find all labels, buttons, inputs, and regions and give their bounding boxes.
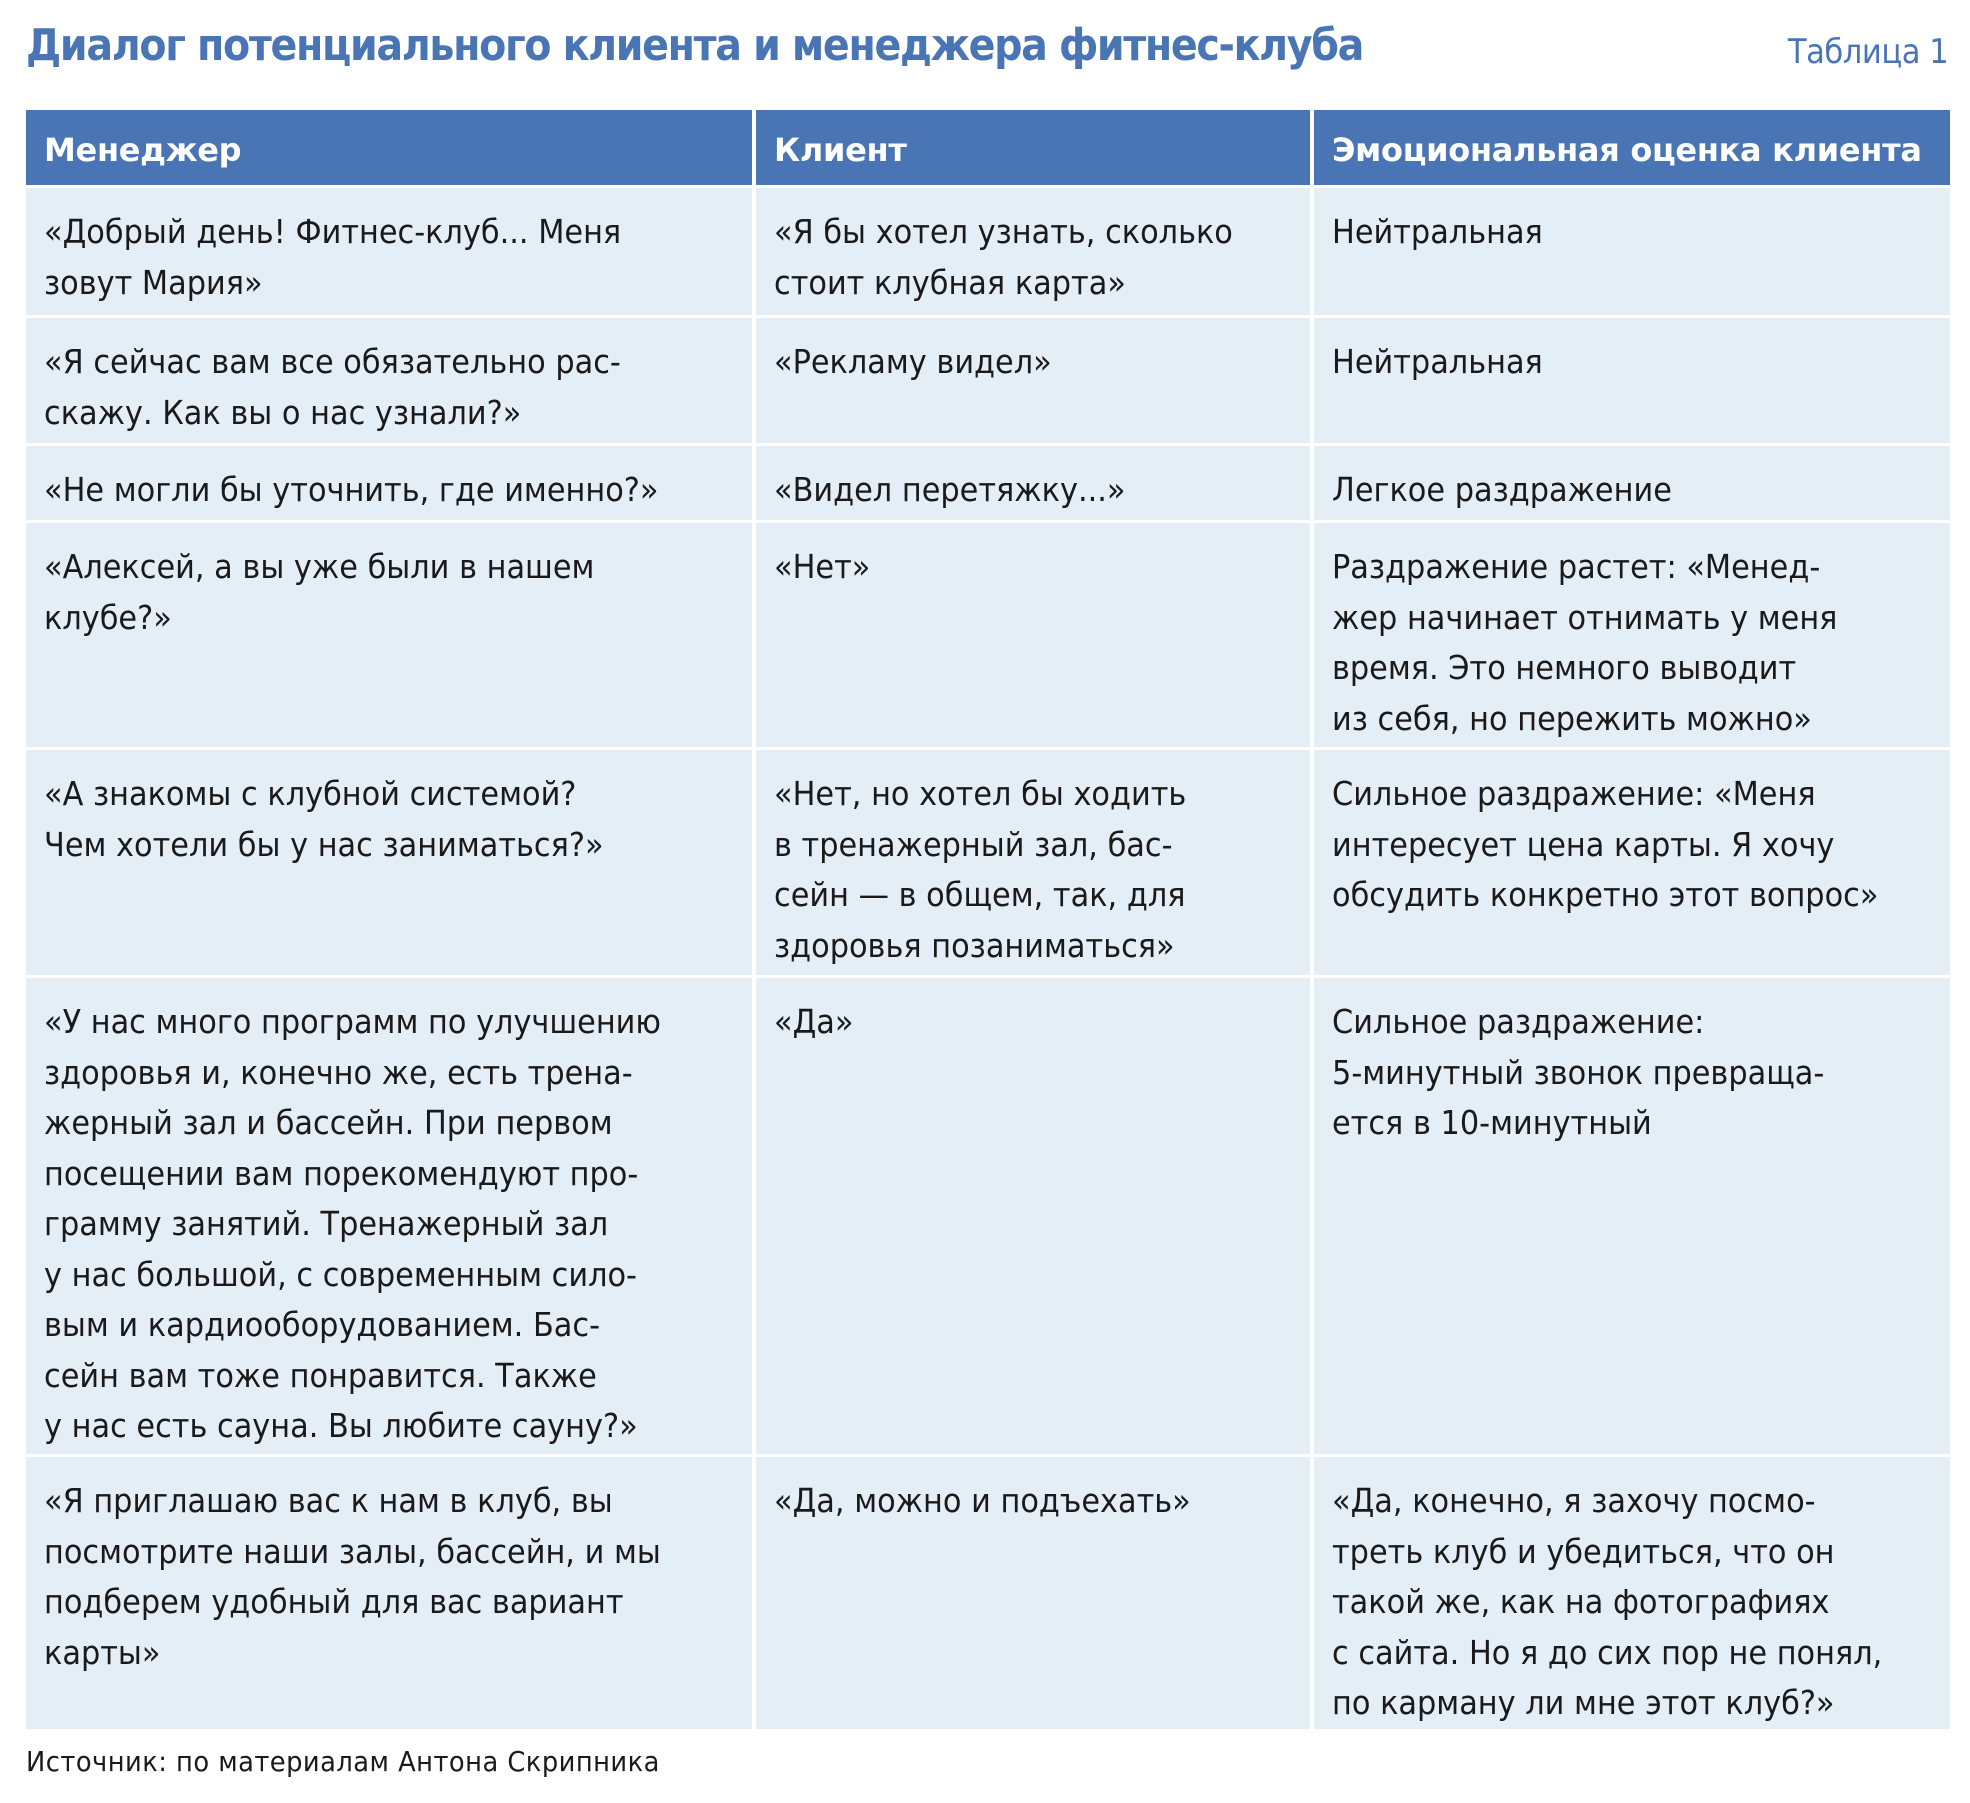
table-cell-client — [756, 1457, 1310, 1729]
table-cell-emotion — [1314, 523, 1950, 747]
table-cell-emotion — [1314, 318, 1950, 443]
cell-text: Нейтральная — [1332, 212, 1543, 251]
table-cell-manager — [26, 1457, 752, 1729]
cell-text: «Да, конечно, я захочу посмо- треть клуб и убедиться, что он такой же, как на фотографиях с сайта. Но я до сих пор не понял, по карману ли мне этот клуб?» — [1332, 1481, 1883, 1722]
table-cell-client — [756, 188, 1310, 315]
cell-text: «Я сейчас вам все обязательно рас- скажу. Как вы о нас узнали?» — [44, 342, 621, 432]
table-cell-client — [756, 446, 1310, 520]
table-title: Диалог потенциального клиента и менеджера фитнес-клуба — [26, 20, 1363, 71]
table-cell-client — [756, 318, 1310, 443]
table-cell-client — [756, 750, 1310, 975]
table-number-label: Таблица 1 — [1787, 32, 1948, 72]
column-header-emotion: Эмоциональная оценка клиента — [1314, 110, 1950, 185]
cell-text: «Нет» — [774, 547, 871, 586]
cell-text: Раздражение растет: «Менед- жер начинает отнимать у меня время. Это немного выводит из себя, но пережить можно» — [1332, 547, 1838, 738]
table-cell-manager — [26, 523, 752, 747]
cell-text: «Не могли бы уточнить, где именно?» — [44, 470, 659, 509]
cell-text: Нейтральная — [1332, 342, 1543, 381]
cell-text: «Добрый день! Фитнес-клуб... Меня зовут Мария» — [44, 212, 622, 302]
cell-text: «Да, можно и подъехать» — [774, 1481, 1191, 1520]
table-cell-manager — [26, 978, 752, 1454]
table-cell-manager — [26, 188, 752, 315]
column-header-client: Клиент — [756, 110, 1310, 185]
source-caption: Источник: по материалам Антона Скрипника — [26, 1745, 660, 1778]
table-cell-client — [756, 523, 1310, 747]
table-cell-emotion — [1314, 1457, 1950, 1729]
table-cell-client — [756, 978, 1310, 1454]
table-cell-manager — [26, 318, 752, 443]
cell-text: Сильное раздражение: 5-минутный звонок превраща- ется в 10-минутный — [1332, 1002, 1825, 1142]
table-cell-manager — [26, 446, 752, 520]
cell-text: «Да» — [774, 1002, 854, 1041]
table-cell-emotion — [1314, 750, 1950, 975]
dialog-table — [26, 110, 1950, 1729]
cell-text: «У нас много программ по улучшению здоровья и, конечно же, есть трена- жерный зал и бассейн. При первом посещении вам порекомендуют про- грамму занятий. Тренажерный зал у нас большой, с современным сило- вым и кардиооборудованием. Бас- сейн вам тоже понравится. Также у нас есть сауна. Вы любите сауну?» — [44, 1002, 661, 1445]
cell-text: «Нет, но хотел бы ходить в тренажерный зал, бас- сейн — в общем, так, для здоровья позаниматься» — [774, 774, 1187, 965]
cell-text: «Алексей, а вы уже были в нашем клубе?» — [44, 547, 595, 637]
cell-text: «Я приглашаю вас к нам в клуб, вы посмотрите наши залы, бассейн, и мы подберем удобный для вас вариант карты» — [44, 1481, 661, 1672]
table-cell-manager — [26, 750, 752, 975]
cell-text: «Видел перетяжку...» — [774, 470, 1126, 509]
cell-text: «Рекламу видел» — [774, 342, 1052, 381]
cell-text: Легкое раздражение — [1332, 470, 1672, 509]
table-cell-emotion — [1314, 446, 1950, 520]
cell-text: «Я бы хотел узнать, сколько стоит клубная карта» — [774, 212, 1233, 302]
table-cell-emotion — [1314, 188, 1950, 315]
cell-text: «А знакомы с клубной системой? Чем хотели бы у нас заниматься?» — [44, 774, 604, 864]
table-cell-emotion — [1314, 978, 1950, 1454]
column-header-manager: Менеджер — [26, 110, 752, 185]
cell-text: Сильное раздражение: «Меня интересует цена карты. Я хочу обсудить конкретно этот вопрос» — [1332, 774, 1879, 914]
